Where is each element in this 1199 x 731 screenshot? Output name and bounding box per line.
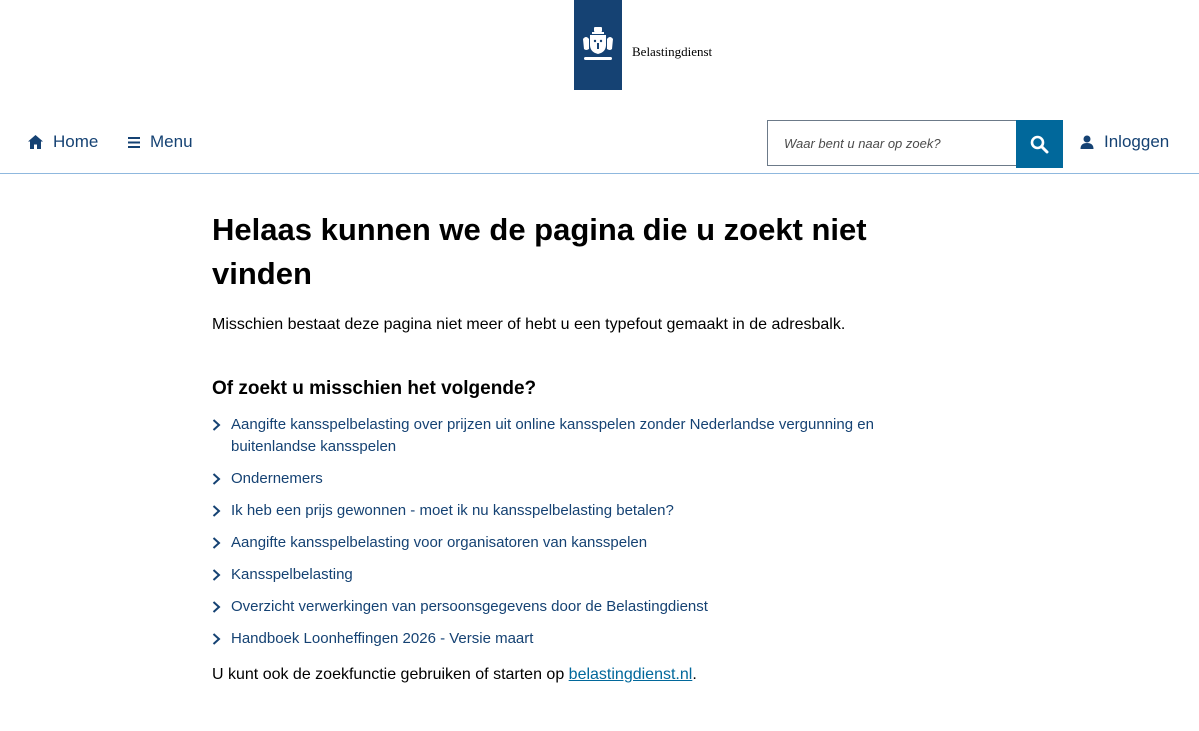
footer-prefix: U kunt ook de zoekfunctie gebruiken of starten op	[212, 666, 569, 683]
logo-emblem[interactable]	[574, 0, 622, 90]
page-title: Helaas kunnen we de pagina die u zoekt niet vinden	[212, 212, 867, 291]
suggestion-label: Aangifte kansspelbelasting over prijzen uit online kansspelen zonder Nederlandse vergunning en buitenlandse kansspelen	[231, 416, 874, 455]
suggestions-heading: Of zoekt u misschien het volgende?	[212, 378, 537, 399]
chevron-right-icon	[212, 419, 221, 431]
menu-label: Menu	[150, 132, 193, 151]
coat-of-arms-icon	[580, 25, 616, 65]
menu-icon	[128, 137, 140, 148]
search-form	[767, 120, 1063, 168]
suggestion-label: Kansspelbelasting	[231, 566, 353, 583]
suggestion-link[interactable]	[212, 532, 892, 554]
login-label: Inloggen	[1104, 132, 1170, 151]
main-navigation	[0, 118, 1199, 174]
chevron-right-icon	[212, 601, 221, 613]
home-link[interactable]	[28, 132, 98, 152]
chevron-right-icon	[212, 537, 221, 549]
main-content	[212, 208, 892, 684]
suggestion-label: Ik heb een prijs gewonnen - moet ik nu kansspelbelasting betalen?	[231, 502, 674, 519]
menu-button[interactable]	[128, 132, 193, 152]
home-icon	[28, 135, 43, 149]
chevron-right-icon	[212, 569, 221, 581]
suggestion-link[interactable]	[212, 500, 892, 522]
suggestion-link[interactable]	[212, 628, 892, 650]
suggestions-list	[212, 414, 892, 650]
chevron-right-icon	[212, 473, 221, 485]
suggestion-link[interactable]	[212, 596, 892, 618]
home-label: Home	[53, 132, 99, 151]
user-icon	[1080, 135, 1094, 149]
suggestion-label: Ondernemers	[231, 470, 323, 487]
footer-text	[212, 666, 892, 684]
chevron-right-icon	[212, 505, 221, 517]
suggestion-label: Aangifte kansspelbelasting voor organisatoren van kansspelen	[231, 534, 648, 551]
search-icon	[1030, 135, 1049, 154]
search-button[interactable]	[1016, 120, 1063, 168]
chevron-right-icon	[212, 633, 221, 645]
intro-text: Misschien bestaat deze pagina niet meer of hebt u een typefout gemaakt in de adresbalk.	[212, 316, 846, 333]
suggestion-link[interactable]	[212, 564, 892, 586]
homepage-link[interactable]: belastingdienst.nl	[568, 666, 693, 683]
suggestion-link[interactable]	[212, 468, 892, 490]
suggestion-label: Overzicht verwerkingen van persoonsgegevens door de Belastingdienst	[231, 598, 708, 615]
login-link[interactable]	[1080, 132, 1169, 152]
suggestion-link[interactable]	[212, 414, 892, 458]
footer-suffix: .	[692, 666, 697, 683]
brand-name: Belastingdienst	[632, 44, 713, 59]
suggestion-label: Handboek Loonheffingen 2026 - Versie maart	[231, 630, 534, 647]
search-input[interactable]	[767, 120, 1016, 166]
